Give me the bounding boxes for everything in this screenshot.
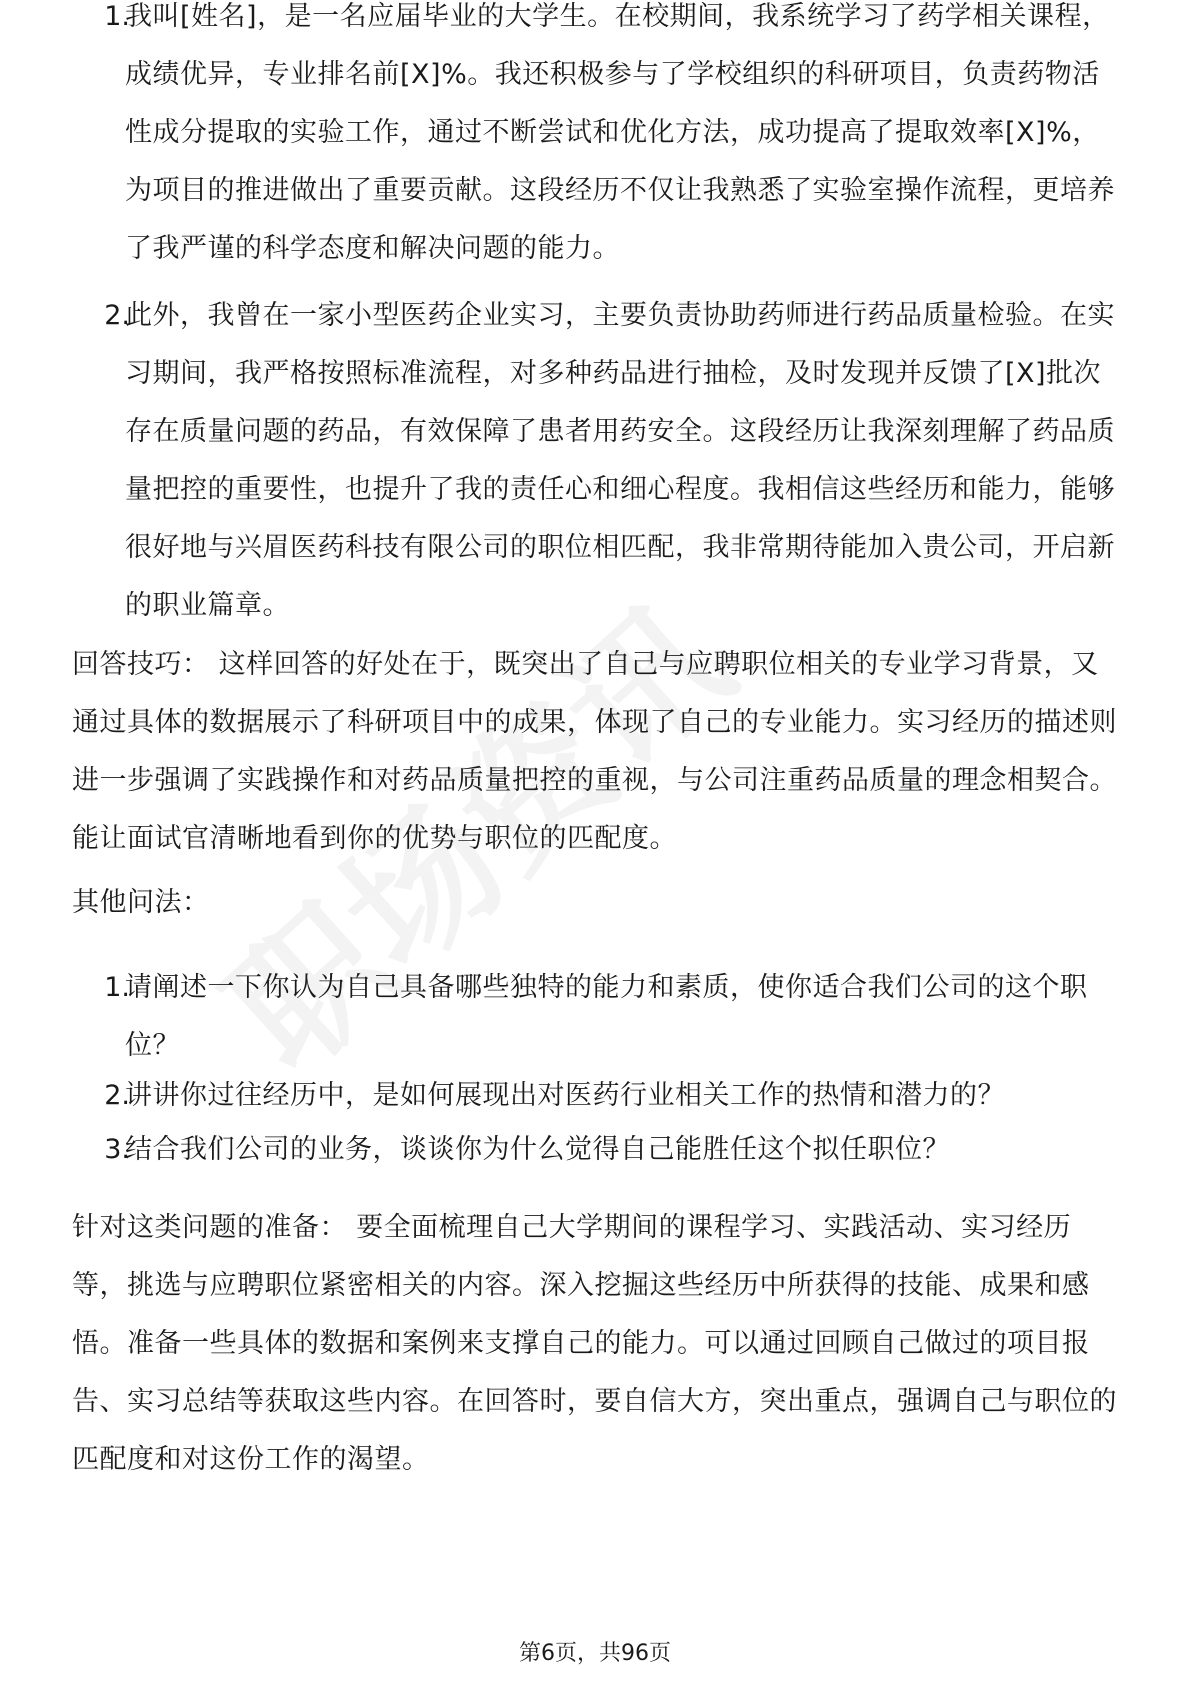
list-text: 我叫[姓名]，是一名应届毕业的大学生。在校期间，我系统学习了药学相关课程，成绩优异，专业排名前[X]%。我还积极参与了学校组织的科研项目，负责药物活性成分提取的实验工作，通过不断尝试和优化方法，成功提高了提取效率[X]%，为项目的推进做出了重要贡献。这段经历不仅让我熟悉了实验室操作流程，更培养了我严谨的科学态度和解决问题的能力。 <box>125 1 1115 264</box>
list-text: 结合我们公司的业务，谈谈你为什么觉得自己能胜任这个拟任职位？ <box>125 1134 950 1165</box>
list-number: 2. <box>104 300 130 331</box>
list-number: 1. <box>104 1 130 32</box>
list-text: 此外，我曾在一家小型医药企业实习，主要负责协助药师进行药品质量检验。在实习期间，我严格按照标准流程，对多种药品进行抽检，及时发现并反馈了[X]批次存在质量问题的药品，有效保障了患者用药安全。这段经历让我深刻理解了药品质量把控的重要性，也提升了我的责任心和细心程度。我相信这些经历和能力，能够很好地与兴眉医药科技有限公司的职位相匹配，我非常期待能加入贵公司，开启新的职业篇章。 <box>125 300 1115 621</box>
other-questions-heading: 其他问法： <box>72 887 210 918</box>
list-number: 1. <box>104 972 130 1003</box>
list-text: 讲讲你过往经历中，是如何展现出对医药行业相关工作的热情和潜力的？ <box>125 1080 1005 1111</box>
list-number: 2. <box>104 1080 130 1111</box>
list-number: 3. <box>104 1134 130 1165</box>
answer-tips-paragraph: 回答技巧： 这样回答的好处在于，既突出了自己与应聘职位相关的专业学习背景，又通过具体的数据展示了科研项目中的成果，体现了自己的专业能力。实习经历的描述则进一步强调了实践操作和对药品质量把控的重视，与公司注重药品质量的理念相契合。能让面试官清晰地看到你的优势与职位的匹配度。 <box>72 649 1117 854</box>
list-text: 请阐述一下你认为自己具备哪些独特的能力和素质，使你适合我们公司的这个职位？ <box>125 972 1088 1061</box>
page-footer: 第6页，共96页 <box>519 1641 671 1666</box>
preparation-paragraph: 针对这类问题的准备： 要全面梳理自己大学期间的课程学习、实践活动、实习经历等，挑选与应聘职位紧密相关的内容。深入挖掘这些经历中所获得的技能、成果和感悟。准备一些具体的数据和案例来支撑自己的能力。可以通过回顾自己做过的项目报告、实习总结等获取这些内容。在回答时，要自信大方，突出重点，强调自己与职位的匹配度和对这份工作的渴望。 <box>72 1212 1117 1475</box>
